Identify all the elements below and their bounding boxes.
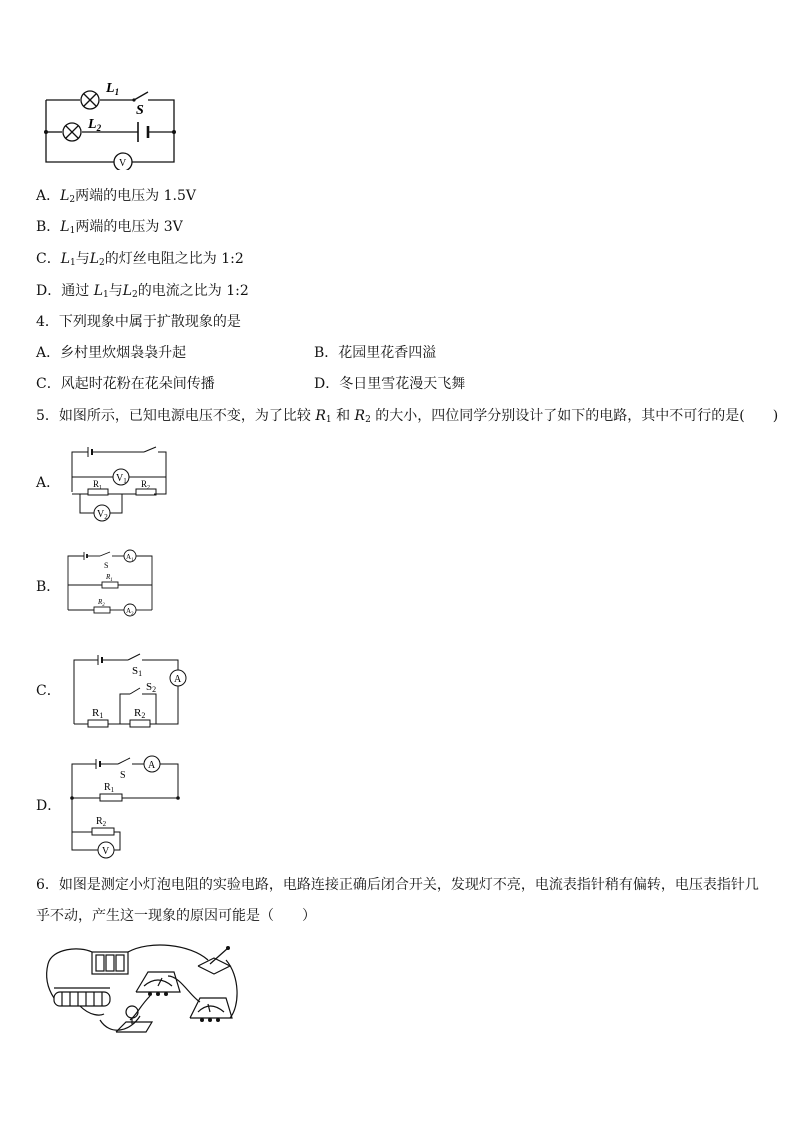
label-A: A (174, 674, 182, 685)
q6-apparatus-figure (40, 936, 244, 1040)
label-R2: $R_2$ (96, 816, 107, 828)
q3-option-d[interactable]: D．通过 $L_1$与$L_2$的电流之比为 1:2 (36, 283, 249, 300)
q5-option-d-label[interactable]: D． (36, 798, 62, 814)
label-R1: $R_1$ (104, 782, 115, 794)
label-L1: $L_1$ (106, 81, 120, 97)
label-S: S (120, 770, 126, 781)
label-R2: $R_2$ (141, 479, 151, 491)
q3-option-b[interactable]: B．$L_1$两端的电压为 3V (36, 219, 183, 236)
q5-circuit-b (64, 548, 158, 620)
q4-option-b[interactable]: B．花园里花香四溢 (314, 345, 437, 361)
label-R1: R1 (92, 707, 104, 720)
label-S1: S1 (132, 665, 143, 678)
q4-option-a[interactable]: A．乡村里炊烟袅袅升起 (36, 345, 187, 361)
q5-circuit-a (66, 444, 176, 524)
q6-stem-line1: 6．如图是测定小灯泡电阻的实验电路，电路连接正确后闭合开关，发现灯不亮，电流表指针稍有偏转，电压表指针几 (36, 877, 759, 893)
q5-option-b-label[interactable]: B． (36, 579, 61, 595)
q3-option-c[interactable]: C．$L_1$与$L_2$的灯丝电阻之比为 1:2 (36, 251, 244, 268)
q4-stem: 4．下列现象中属于扩散现象的是 (36, 314, 241, 330)
label-A: A (148, 760, 156, 771)
label-L2: $L_2$ (88, 117, 102, 133)
q3-option-a[interactable]: A．$L_2$两端的电压为 1.5V (36, 188, 196, 205)
label-S: S (136, 103, 144, 118)
q5-option-c-label[interactable]: C． (36, 683, 61, 699)
q5-circuit-d (64, 754, 188, 864)
q4-option-c[interactable]: C．风起时花粉在花朵间传播 (36, 376, 215, 392)
q5-stem: 5．如图所示，已知电源电压不变，为了比较 $R_1$ 和 $R_2$ 的大小，四位同学分别设计了如下的电路，其中不可行的是( ) (36, 408, 779, 425)
label-S: S (104, 561, 109, 570)
q3-circuit-diagram (36, 78, 186, 170)
label-R1: $R_1$ (93, 479, 103, 491)
q5-option-a-label[interactable]: A． (36, 475, 61, 491)
label-A1: $A_1$ (126, 553, 134, 563)
label-V: V (119, 158, 127, 169)
label-V2: $V_2$ (97, 509, 108, 521)
q4-option-d[interactable]: D．冬日里雪花漫天飞舞 (314, 376, 466, 392)
label-S2: S2 (146, 681, 157, 694)
label-R2: $R_2$ (98, 598, 105, 608)
q6-stem-line2: 乎不动，产生这一现象的原因可能是（ ） (36, 908, 316, 924)
label-V: V (102, 846, 110, 857)
label-A2: $A_2$ (126, 607, 134, 617)
q5-circuit-c (66, 648, 192, 730)
label-R2: R2 (134, 707, 146, 720)
label-R1: $R_1$ (106, 573, 113, 583)
label-V1: $V_1$ (116, 473, 127, 485)
